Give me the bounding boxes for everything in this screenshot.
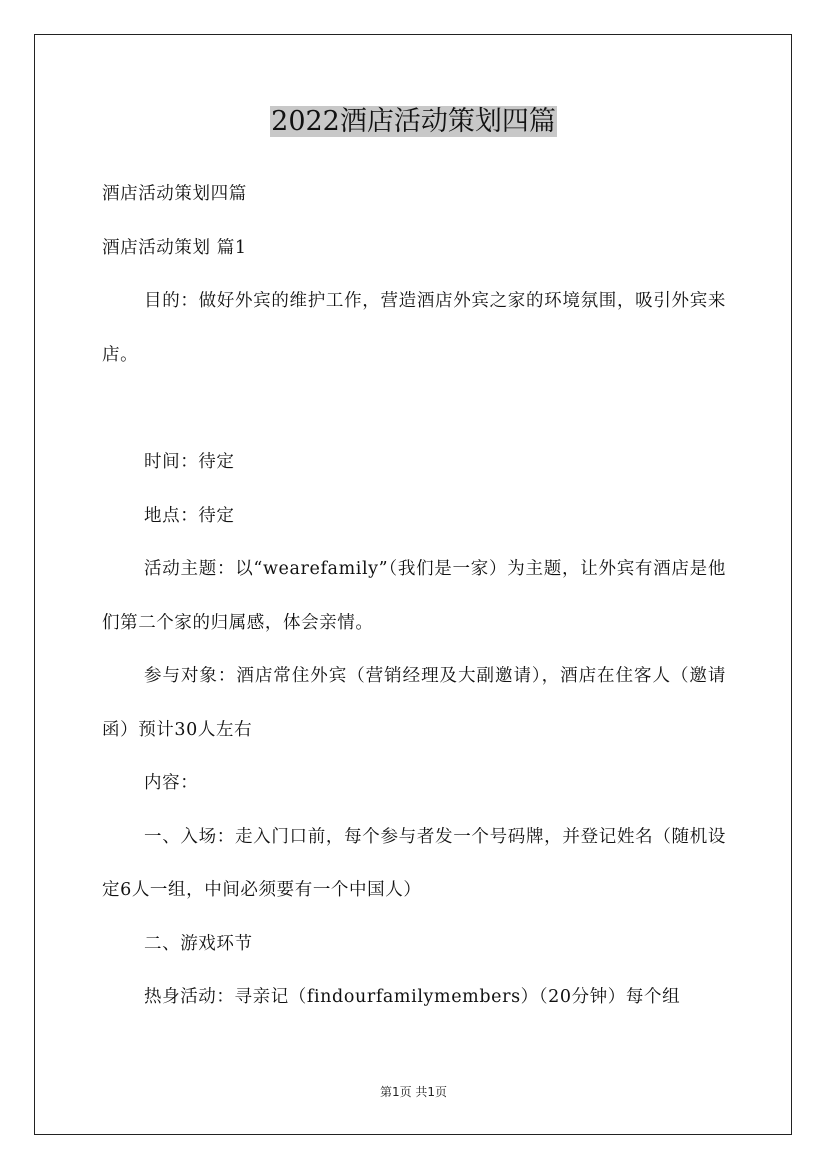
paragraph-theme: 活动主题：以“wearefamily”（我们是一家）为主题，让外宾有酒店是他们第二个家的归属感，体会亲情。: [102, 559, 726, 633]
page-footer: 第1页 共1页: [379, 1085, 448, 1099]
blank-line: [102, 382, 726, 436]
paragraph-location: 地点：待定: [144, 505, 235, 526]
document-title: [0, 100, 827, 144]
paragraph-warmup: 热身活动：寻亲记（findourfamilymembers）（20分钟）每个组: [144, 987, 681, 1007]
paragraph-game-section: 二、游戏环节: [144, 933, 253, 954]
paragraph-subtitle: 酒店活动策划四篇: [102, 184, 247, 204]
document-body: [102, 168, 726, 1025]
paragraph-section-heading: 酒店活动策划 篇1: [102, 237, 247, 258]
document-title-text: 2022酒店活动策划四篇: [271, 106, 556, 137]
paragraph-purpose: 目的：做好外宾的维护工作，营造酒店外宾之家的环境氛围，吸引外宾来店。: [102, 291, 726, 365]
paragraph-time: 时间：待定: [144, 452, 235, 472]
paragraph-entry: 一、入场：走入门口前，每个参与者发一个号码牌，并登记姓名（随机设定6人一组，中间必须要有一个中国人）: [102, 826, 726, 900]
paragraph-participants: 参与对象：酒店常住外宾（营销经理及大副邀请），酒店在住客人（邀请函）预计30人左右: [102, 666, 726, 740]
paragraph-content-label: 内容：: [144, 773, 199, 793]
